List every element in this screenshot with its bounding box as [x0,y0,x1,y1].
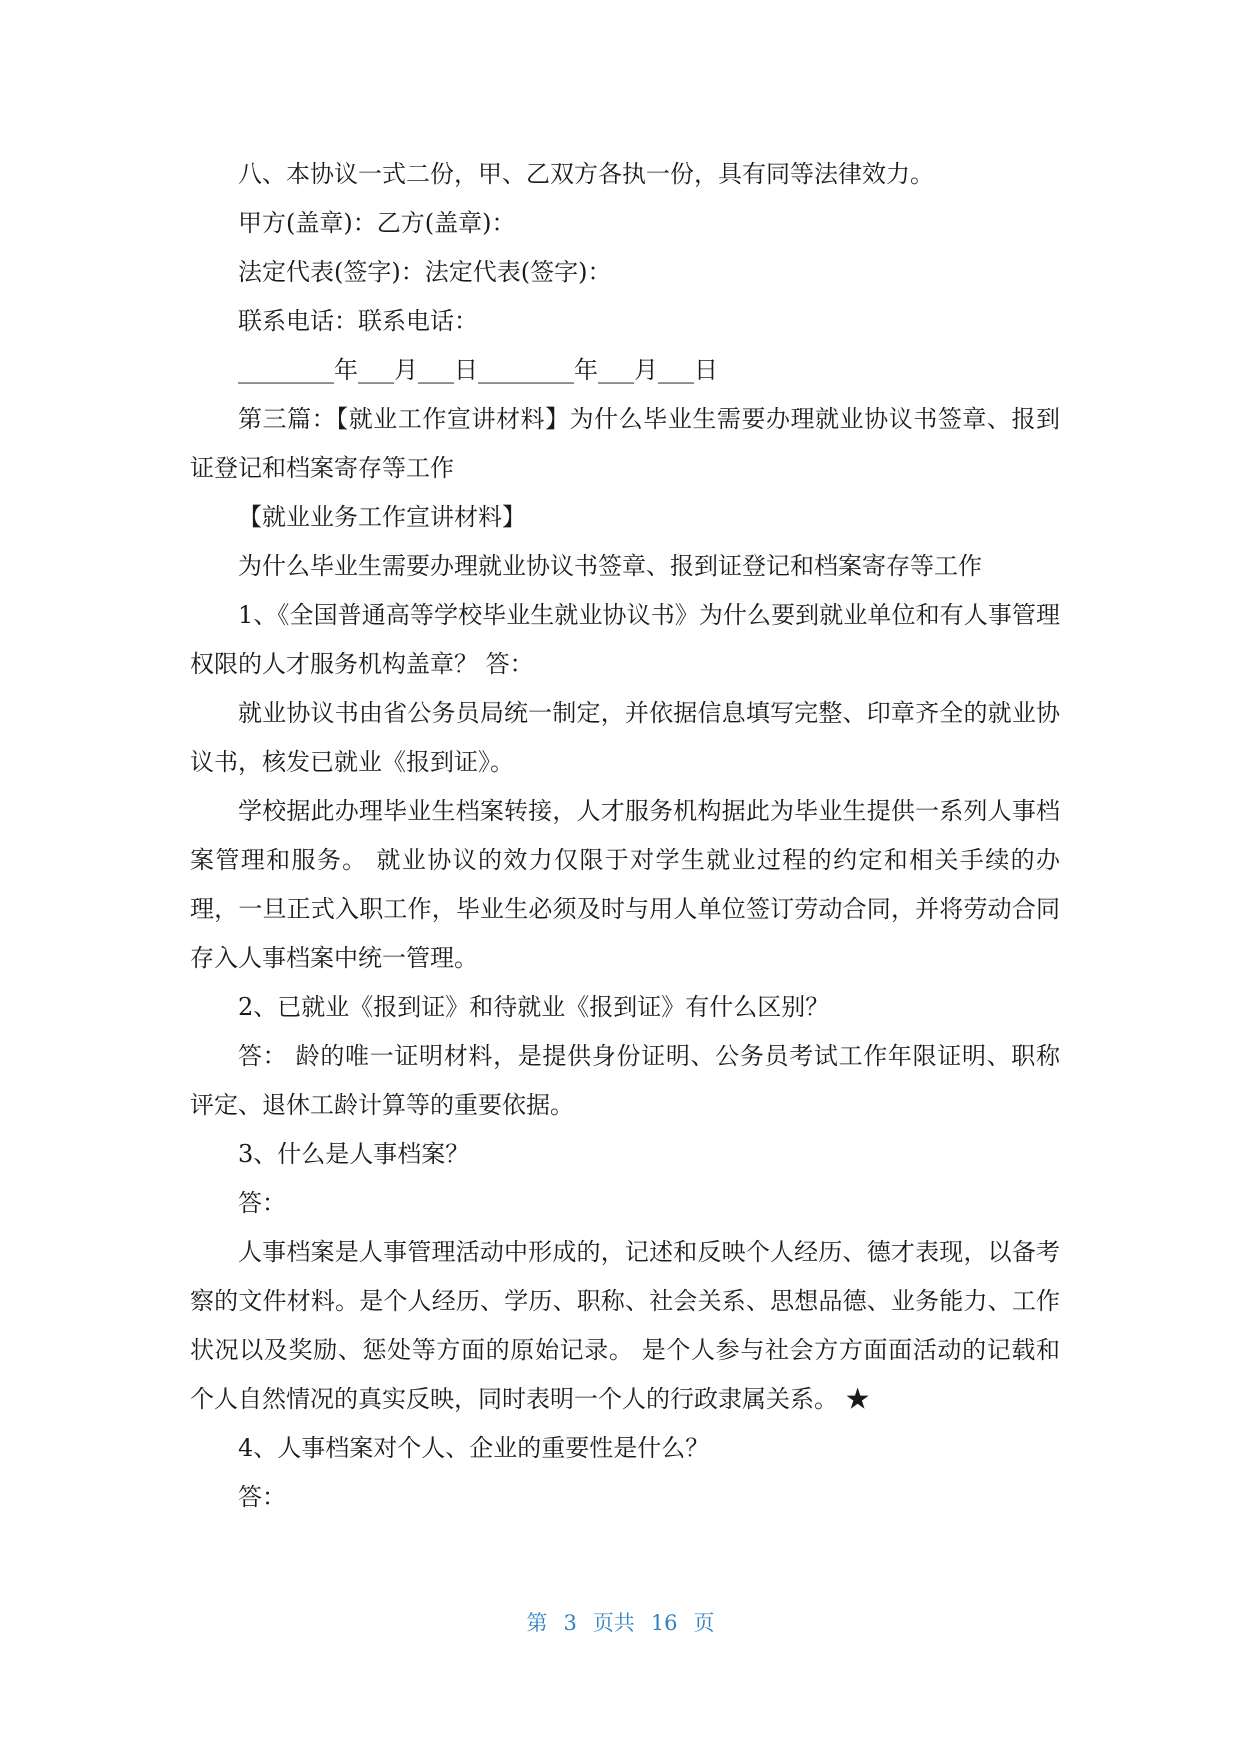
footer-prefix: 第 [526,1611,548,1635]
footer-suffix: 页 [693,1611,715,1635]
paragraph: 学校据此办理毕业生档案转接，人才服务机构据此为毕业生提供一系列人事档案管理和服务。 就业协议的效力仅限于对学生就业过程的约定和相关手续的办理，一旦正式入职工作，毕业生必须及时与用人单位签订劳动合同，并将劳动合同存入人事档案中统一管理。 [190,797,1060,972]
paragraph: 【就业业务工作宣讲材料】 [238,503,526,531]
question: 1、《全国普通高等学校毕业生就业协议书》为什么要到就业单位和有人事管理权限的人才服务机构盖章？ 答： [190,601,1060,678]
answer: 答： 龄的唯一证明材料，是提供身份证明、公务员考试工作年限证明、职称评定、退休工龄计算等的重要依据。 [190,1042,1060,1119]
answer: 答： [238,1189,286,1217]
section-heading: 第三篇：【就业工作宣讲材料】为什么毕业生需要办理就业协议书签章、报到证登记和档案寄存等工作 [190,405,1060,482]
paragraph: 人事档案是人事管理活动中形成的，记述和反映个人经历、德才表现，以备考察的文件材料。是个人经历、学历、职称、社会关系、思想品德、业务能力、工作状况以及奖励、惩处等方面的原始记录。 是个人参与社会方方面面活动的记载和个人自然情况的真实反映，同时表明一个人的行政隶属关系。 ★ [190,1238,1060,1413]
question: 2、已就业《报到证》和待就业《报到证》有什么区别？ [238,993,830,1021]
question: 3、什么是人事档案？ [238,1140,470,1168]
document-body [190,150,1060,1522]
paragraph: 法定代表(签字)：法定代表(签字)： [238,258,612,286]
paragraph: 为什么毕业生需要办理就业协议书签章、报到证登记和档案寄存等工作 [238,552,982,580]
paragraph: 八、本协议一式二份，甲、乙双方各执一份，具有同等法律效力。 [238,160,934,188]
answer: 答： [238,1483,286,1511]
footer-middle: 页共 [592,1611,635,1635]
paragraph: 联系电话：联系电话： [238,307,478,335]
total-pages: 16 [650,1611,678,1635]
paragraph: 就业协议书由省公务员局统一制定，并依据信息填写完整、印章齐全的就业协议书，核发已就业《报到证》。 [190,699,1060,776]
paragraph: 甲方(盖章)：乙方(盖章)： [238,209,516,237]
page-number: 3 [563,1611,577,1635]
paragraph: ________年___月___日________年___月___日 [238,356,718,384]
page-footer [0,1607,1241,1637]
question: 4、人事档案对个人、企业的重要性是什么？ [238,1434,710,1462]
